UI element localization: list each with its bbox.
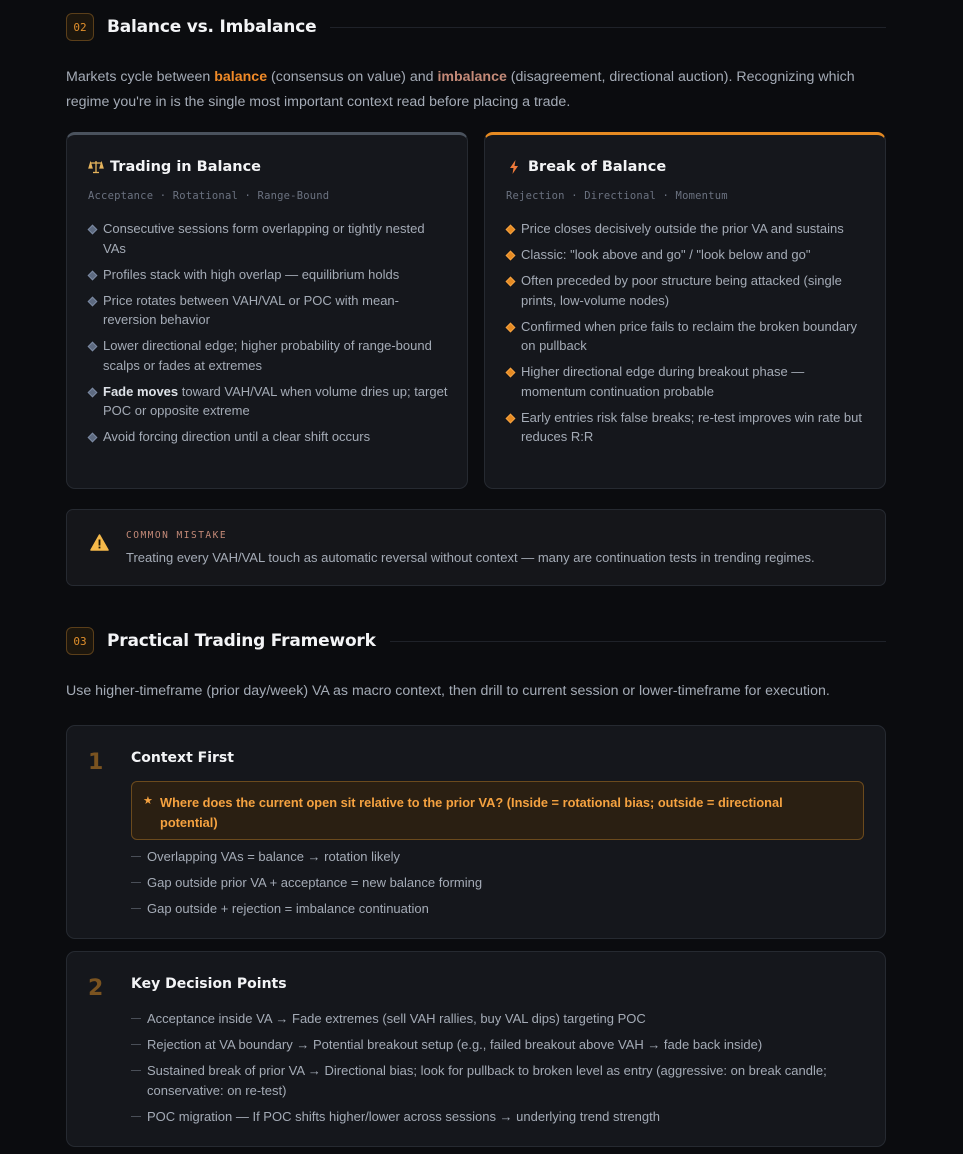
- list-item: Consecutive sessions form overlapping or tightly nested VAs: [88, 219, 448, 258]
- scales-icon: [88, 159, 104, 175]
- step-title: Key Decision Points: [131, 976, 287, 992]
- section-intro: Use higher-timeframe (prior day/week) VA as macro context, then drill to current session or lower-timeframe for execution.: [66, 683, 830, 699]
- section-number-badge: 03: [66, 627, 94, 655]
- section-intro: Markets cycle between balance (consensus on value) and imbalance (disagreement, directional auction). Recognizing which regime you're in is the single most important context read before placing a trade.: [66, 69, 855, 110]
- list-item: Avoid forcing direction until a clear shift occurs: [88, 427, 448, 447]
- section-divider: [390, 641, 886, 642]
- warning-icon: [90, 534, 109, 556]
- common-mistake-callout: [66, 509, 886, 586]
- list-item: Gap outside prior VA + acceptance = new balance forming: [131, 873, 866, 893]
- list-item: Price rotates between VAH/VAL or POC with mean-reversion behavior: [88, 291, 448, 330]
- balance-list: [88, 219, 448, 453]
- list-item: Fade moves toward VAH/VAL when volume dries up; target POC or opposite extreme: [88, 382, 448, 421]
- list-item: Confirmed when price fails to reclaim the broken boundary on pullback: [506, 317, 866, 356]
- card-title: Trading in Balance: [88, 159, 261, 175]
- warning-label: COMMON MISTAKE: [126, 530, 228, 541]
- break-list: [506, 219, 866, 453]
- list-item: Early entries risk false breaks; re-test improves win rate but reduces R:R: [506, 408, 866, 447]
- list-item: Lower directional edge; higher probability of range-bound scalps or fades at extremes: [88, 336, 448, 375]
- step-list: [131, 1009, 866, 1133]
- section-number-badge: 02: [66, 13, 94, 41]
- imbalance-highlight: imbalance: [437, 69, 507, 85]
- card-subtitle: Acceptance · Rotational · Range-Bound: [88, 190, 330, 202]
- balance-highlight: balance: [214, 69, 268, 85]
- list-item: Overlapping VAs = balance → rotation likely: [131, 847, 866, 867]
- callout-text: Where does the current open sit relative to the prior VA? (Inside = rotational bias; outside = directional potential): [160, 795, 783, 830]
- section-title: Practical Trading Framework: [107, 631, 376, 651]
- list-item: Gap outside + rejection = imbalance continuation: [131, 899, 866, 919]
- step-list: [131, 847, 866, 925]
- list-item: POC migration — If POC shifts higher/lower across sessions → underlying trend strength: [131, 1107, 866, 1127]
- list-item: Higher directional edge during breakout phase — momentum continuation probable: [506, 362, 866, 401]
- star-icon: ★: [143, 795, 153, 807]
- warning-text: Treating every VAH/VAL touch as automatic reversal without context — many are continuation tests in trending regimes.: [126, 550, 815, 565]
- step-card-key-decision-points: [66, 951, 886, 1147]
- list-item: Acceptance inside VA → Fade extremes (sell VAH rallies, buy VAL dips) targeting POC: [131, 1009, 866, 1029]
- list-item: Price closes decisively outside the prior VA and sustains: [506, 219, 866, 239]
- break-of-balance-card: [484, 132, 886, 489]
- card-title: Break of Balance: [506, 159, 666, 175]
- section-divider: [330, 27, 886, 28]
- step-number: 2: [88, 976, 104, 1001]
- trading-in-balance-card: [66, 132, 468, 489]
- list-item: Sustained break of prior VA → Directional bias; look for pullback to broken level as entry (aggressive: on break candle; conservative: on re-test): [131, 1061, 866, 1100]
- list-item: Profiles stack with high overlap — equilibrium holds: [88, 265, 448, 285]
- section-header-framework: [66, 627, 886, 655]
- list-item: Rejection at VA boundary → Potential breakout setup (e.g., failed breakout above VAH → fade back inside): [131, 1035, 866, 1055]
- list-item: Classic: "look above and go" / "look below and go": [506, 245, 866, 265]
- step-number: 1: [88, 750, 104, 775]
- card-subtitle: Rejection · Directional · Momentum: [506, 190, 728, 202]
- section-header-balance: [66, 13, 886, 41]
- step-card-context-first: [66, 725, 886, 939]
- step-title: Context First: [131, 750, 234, 766]
- list-item: Often preceded by poor structure being attacked (single prints, low-volume nodes): [506, 271, 866, 310]
- key-question-callout: [131, 781, 864, 840]
- lightning-icon: [506, 159, 522, 175]
- section-title: Balance vs. Imbalance: [107, 17, 317, 37]
